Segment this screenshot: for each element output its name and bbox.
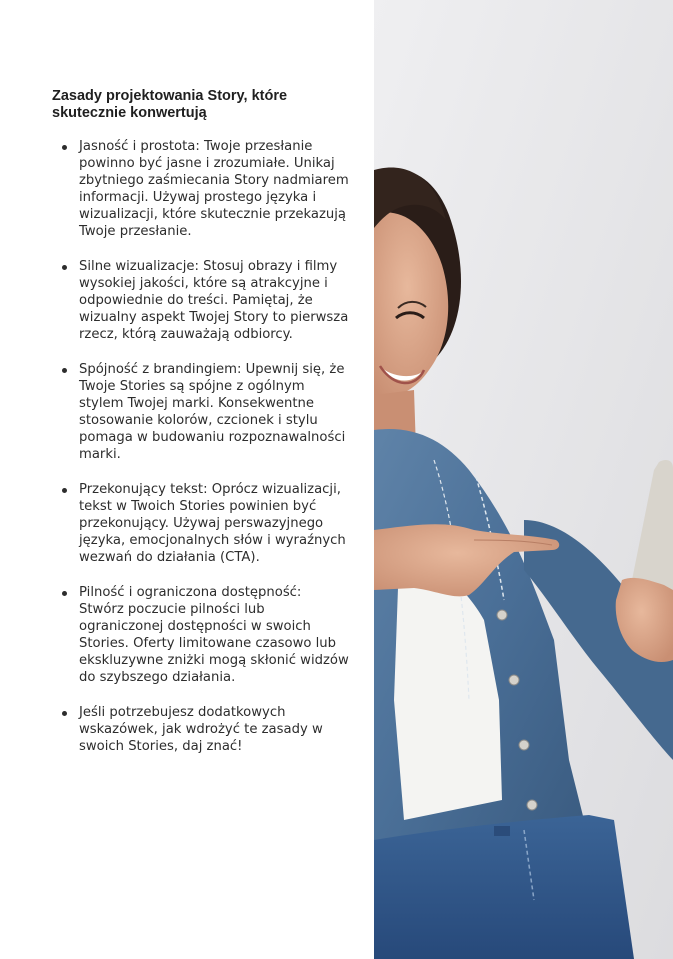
bullet-list [60, 138, 350, 773]
section-title: Zasady projektowania Story, które skutecznie konwertują [52, 88, 288, 121]
bullet-item-visuals [60, 258, 350, 343]
bullet-dot-icon [62, 711, 67, 716]
bullet-text: Silne wizualizacje: Stosuj obrazy i filmy wysokiej jakości, które są atrakcyjne i odpowiednie do treści. Pamiętaj, że wizualny aspekt Twojej Story to pierwsza rzecz, którą zauważają odbiorcy. [79, 259, 349, 342]
bullet-item-urgency [60, 584, 350, 686]
bullet-item-persuasive-text [60, 481, 350, 566]
bullet-text: Jasność i prostota: Twoje przesłanie powinno być jasne i zrozumiałe. Unikaj zbytniego zaśmiecania Story nadmiarem informacji. Używaj prostego języka i wizualizacji, które skutecznie przekazują Twoje przesłanie. [79, 139, 349, 239]
bullet-dot-icon [62, 488, 67, 493]
bullet-text: Przekonujący tekst: Oprócz wizualizacji, tekst w Twoich Stories powinien być przekonujący. Używaj perswazyjnego języka, emocjonalnych słów i wyraźnych wezwań do działania (CTA). [79, 482, 346, 565]
photo-illustration [374, 0, 673, 959]
bullet-dot-icon [62, 591, 67, 596]
bullet-item-clarity [60, 138, 350, 240]
bullet-dot-icon [62, 265, 67, 270]
woman-with-smartphone-photo [374, 0, 673, 959]
bullet-dot-icon [62, 368, 67, 373]
bullet-dot-icon [62, 145, 67, 150]
bullet-text: Jeśli potrzebujesz dodatkowych wskazówek, jak wdrożyć te zasady w swoich Stories, daj znać! [79, 705, 323, 754]
bullet-item-help-offer [60, 704, 350, 755]
bullet-text: Pilność i ograniczona dostępność: Stwórz poczucie pilności lub ograniczonej dostępności w swoich Stories. Oferty limitowane czasowo lub ekskluzywne zniżki mogą skłonić widzów do szybszego działania. [79, 585, 349, 685]
bullet-item-branding [60, 361, 350, 463]
bullet-text: Spójność z brandingiem: Upewnij się, że Twoje Stories są spójne z ogólnym stylem Twojej marki. Konsekwentne stosowanie kolorów, czcionek i stylu pomaga w budowaniu rozpoznawalności marki. [79, 362, 346, 462]
